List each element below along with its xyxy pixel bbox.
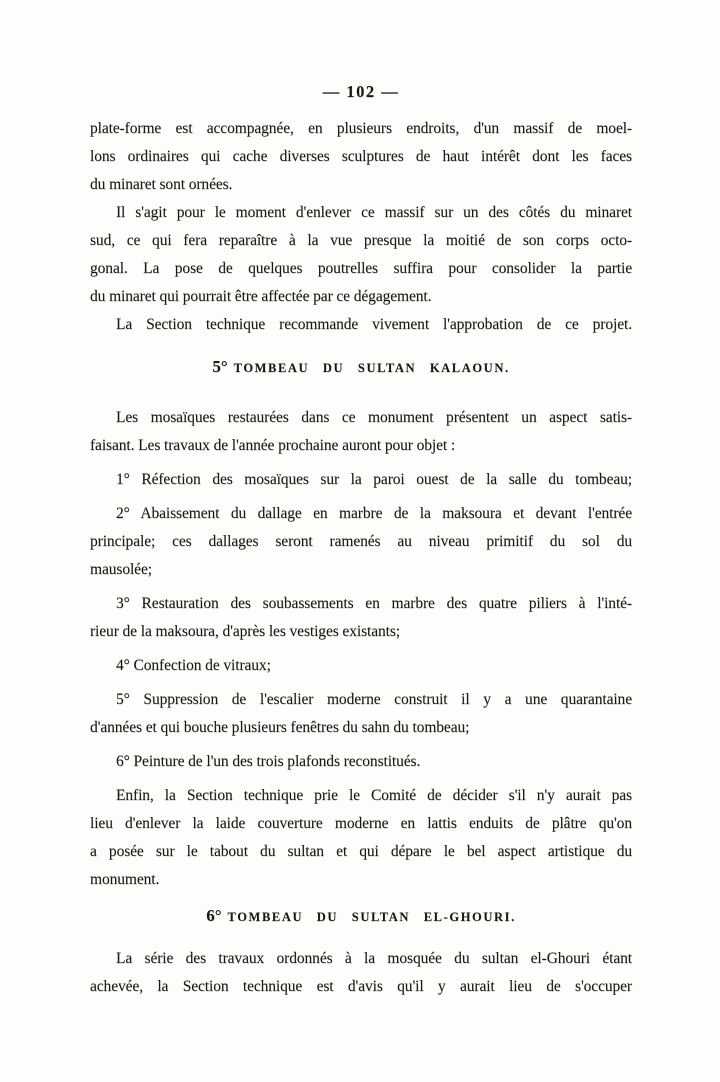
text-line: lons ordinaires qui cache diverses sculptures de haut intérêt dont les faces bbox=[90, 148, 632, 165]
section-number: 5° bbox=[212, 357, 228, 376]
list-item-5 bbox=[90, 686, 632, 742]
text-line: monument. bbox=[90, 871, 160, 888]
page-number: — 102 — bbox=[322, 82, 400, 101]
text-line: plate-forme est accompagnée, en plusieurs endroits, d'un massif de moel- bbox=[90, 120, 632, 137]
text-line: faisant. Les travaux de l'année prochaine auront pour objet : bbox=[90, 437, 456, 454]
text-line: du minaret sont ornées. bbox=[90, 176, 233, 193]
list-item-2 bbox=[90, 500, 632, 584]
text-line: 6° Peinture de l'un des trois plafonds reconstitués. bbox=[116, 753, 421, 770]
paragraph-mosaiques bbox=[90, 404, 632, 460]
text-line: 1° Réfection des mosaïques sur la paroi ouest de la salle du tombeau; bbox=[116, 471, 632, 488]
text-line: Enfin, la Section technique prie le Comité de décider s'il n'y aurait pas bbox=[116, 787, 632, 804]
paragraph-recommande bbox=[90, 311, 632, 339]
text-line: rieur de la maksoura, d'après les vestiges existants; bbox=[90, 623, 400, 640]
text-line: gonal. La pose de quelques poutrelles suffira pour consolider la partie bbox=[90, 260, 632, 277]
text-line: achevée, la Section technique est d'avis qu'il y aurait lieu de s'occuper bbox=[90, 978, 632, 995]
paragraph-serie bbox=[90, 945, 632, 1001]
text-line: Les mosaïques restaurées dans ce monument présentent un aspect satis- bbox=[116, 409, 632, 426]
text-line: a posée sur le tabout du sultan et qui dépare le bel aspect artistique du bbox=[90, 843, 632, 860]
text-line: principale; ces dallages seront ramenés au niveau primitif du sol du bbox=[90, 533, 632, 550]
text-line: mausolée; bbox=[90, 561, 152, 578]
text-line: du minaret qui pourrait être affectée par ce dégagement. bbox=[90, 288, 432, 305]
page-body bbox=[90, 115, 632, 1001]
text-line: 3° Restauration des soubassements en marbre des quatre piliers à l'inté- bbox=[116, 595, 632, 612]
text-line: La Section technique recommande vivement l'approbation de ce projet. bbox=[116, 316, 632, 333]
list-item-1 bbox=[90, 466, 632, 494]
text-line: Il s'agit pour le moment d'enlever ce massif sur un des côtés du minaret bbox=[116, 204, 632, 221]
text-line: sud, ce qui fera reparaître à la vue presque la moitié de son corps octo- bbox=[90, 232, 632, 249]
section-heading-elghouri bbox=[90, 902, 632, 929]
list-item-3 bbox=[90, 590, 632, 646]
paragraph-plateforme bbox=[90, 115, 632, 199]
text-line: 2° Abaissement du dallage en marbre de la maksoura et devant l'entrée bbox=[116, 505, 632, 522]
section-heading-kalaoun bbox=[90, 353, 632, 380]
paragraph-enfin bbox=[90, 782, 632, 894]
section-title: TOMBEAU DU SULTAN KALAOUN. bbox=[233, 361, 510, 375]
text-line: La série des travaux ordonnés à la mosquée du sultan el-Ghouri étant bbox=[116, 950, 632, 967]
paragraph-minaret bbox=[90, 199, 632, 311]
text-line: 4° Confection de vitraux; bbox=[116, 657, 271, 674]
section-title: TOMBEAU DU SULTAN EL-GHOURI. bbox=[227, 910, 516, 924]
list-item-6 bbox=[90, 748, 632, 776]
text-line: lieu d'enlever la laide couverture moderne en lattis enduits de plâtre qu'on bbox=[90, 815, 632, 832]
text-line: 5° Suppression de l'escalier moderne construit il y a une quarantaine bbox=[116, 691, 632, 708]
section-number: 6° bbox=[206, 906, 222, 925]
list-item-4 bbox=[90, 652, 632, 680]
text-line: d'années et qui bouche plusieurs fenêtres du sahn du tombeau; bbox=[90, 719, 470, 736]
